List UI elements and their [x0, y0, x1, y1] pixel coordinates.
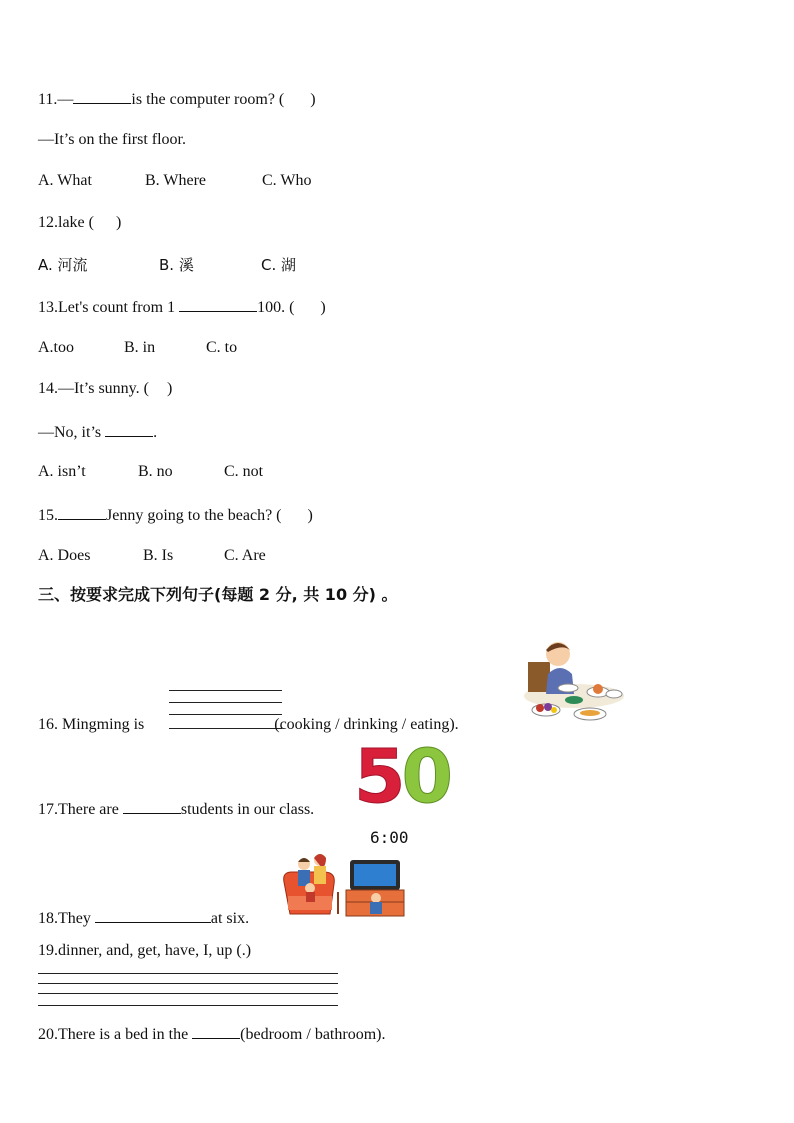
q15-option-a[interactable]: A. Does: [38, 547, 91, 564]
q19-writing-line[interactable]: [38, 973, 338, 974]
q15-blank[interactable]: [58, 504, 106, 520]
section-3-heading: 三、按要求完成下列句子(每题 2 分, 共 10 分) 。: [38, 585, 398, 604]
q17-blank[interactable]: [123, 798, 181, 814]
q12-option-b[interactable]: B. 溪: [159, 256, 194, 274]
q12-option-c[interactable]: C. 湖: [261, 256, 297, 274]
q15-option-c[interactable]: C. Are: [224, 547, 266, 564]
q20-question: 20.There is a bed in the (bedroom / bathroom).: [38, 1023, 385, 1045]
clock-time: 6:00: [370, 828, 409, 847]
q15-question: 15. Jenny going to the beach? ( ): [38, 504, 313, 526]
q13-question: 13.Let's count from 1 100. ( ): [38, 296, 326, 318]
q11-option-c[interactable]: C. Who: [262, 172, 312, 189]
boy-eating-illustration: [518, 634, 626, 726]
q19-writing-line[interactable]: [38, 993, 338, 994]
digit-five: 5: [354, 734, 402, 820]
q11-option-a[interactable]: A. What: [38, 172, 92, 189]
q14-option-c[interactable]: C. not: [224, 463, 264, 480]
number-50-illustration: [354, 736, 449, 818]
q13-options: [38, 338, 237, 358]
q16-question: 16. Mingming is (cooking / drinking / eating).: [38, 716, 459, 733]
q19-writing-line[interactable]: [38, 1005, 338, 1006]
q18-question: 18.They at six.: [38, 907, 249, 929]
q12-question: 12.lake ( ): [38, 214, 122, 231]
q16-writing-line[interactable]: [169, 690, 282, 691]
q14-option-a[interactable]: A. isn’t: [38, 463, 86, 480]
family-watching-tv-illustration: [280, 852, 406, 920]
q11-options: [38, 171, 311, 191]
q12-options: [38, 255, 296, 275]
q14-dialog-reply: —No, it’s .: [38, 421, 157, 443]
digit-zero: 0: [401, 734, 449, 820]
q14-option-b[interactable]: B. no: [138, 463, 173, 480]
q19-question: 19.dinner, and, get, have, I, up (.): [38, 942, 252, 959]
q19-writing-line[interactable]: [38, 983, 338, 984]
q13-blank[interactable]: [179, 296, 257, 312]
q15-options: [38, 546, 266, 566]
q11-blank[interactable]: [73, 88, 131, 104]
q14-blank[interactable]: [105, 421, 153, 437]
q15-option-b[interactable]: B. Is: [143, 547, 174, 564]
q11-option-b[interactable]: B. Where: [145, 172, 207, 189]
q18-blank[interactable]: [95, 907, 211, 923]
q11-question: 11.— is the computer room? ( ): [38, 88, 316, 110]
q16-writing-line[interactable]: [169, 702, 282, 703]
q13-option-b[interactable]: B. in: [124, 339, 156, 356]
q13-option-a[interactable]: A.too: [38, 339, 74, 356]
q17-question: 17.There are students in our class.: [38, 798, 314, 820]
q20-blank[interactable]: [192, 1023, 240, 1039]
q11-dialog-reply: —It’s on the first floor.: [38, 131, 186, 148]
q12-option-a[interactable]: A. 河流: [38, 256, 88, 274]
q14-question: 14.—It’s sunny. ( ): [38, 380, 173, 397]
q14-options: [38, 462, 263, 482]
q13-option-c[interactable]: C. to: [206, 339, 238, 356]
